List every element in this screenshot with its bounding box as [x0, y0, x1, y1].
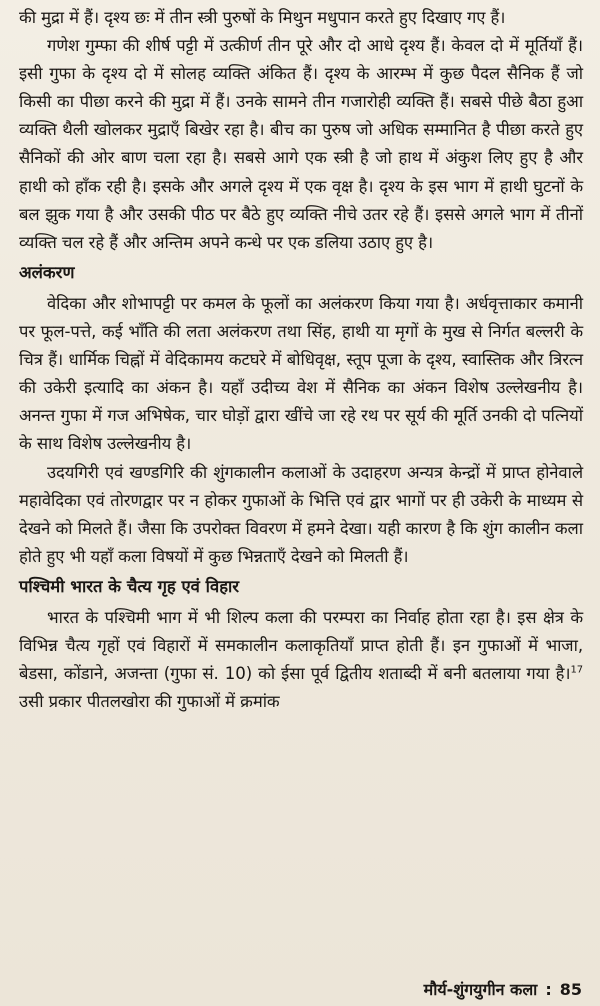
page-number: 85 [559, 980, 582, 999]
paragraph-alankaran: वेदिका और शोभापट्टी पर कमल के फूलों का अलंकरण किया गया है। अर्धवृत्ताकार कमानी पर फूल-पत्ते, कई भाँति की लता अलंकरण तथा सिंह, हाथी या मृगों के मुख से निर्गत बल्लरी के चित्र हैं। धार्मिक चिह्नों में वेदिकामय कटघरे में बोधिवृक्ष, स्तूप पूजा के दृश्य, स्वास्तिक और त्रिरत्न की उकेरी इत्यादि का अंकन है। यहाँ उदीच्य वेश में सैनिक का अंकन विशेष उल्लेखनीय है। अनन्त गुफा में गज अभिषेक, चार घोड़ों द्वारा खींचे जा रहे रथ पर सूर्य की मूर्ति उनकी दो पत्नियों के साथ विशेष उल्लेखनीय है। [19, 293, 583, 454]
paragraph-western-india [19, 604, 583, 716]
section-heading-alankaran: अलंकरण [19, 262, 75, 282]
paragraph-continued: की मुद्रा में हैं। दृश्य छः में तीन स्त्री पुरुषों के मिथुन मधुपान करते हुए दिखाए गए हैं। [19, 8, 506, 27]
page-body [19, 4, 583, 716]
section-heading-western-india: पश्चिमी भारत के चैत्य गृह एवं विहार [19, 576, 240, 596]
paragraph-text-part2: उसी प्रकार पीतलखोरा की गुफाओं में क्रमांक [19, 692, 280, 712]
running-title: मौर्य-शुंगयुगीन कला [423, 980, 538, 999]
footer-separator: : [545, 980, 552, 999]
paragraph-ganesh-gumpha: गणेश गुम्फा की शीर्ष पट्टी में उत्कीर्ण तीन पूरे और दो आधे दृश्य हैं। केवल दो में मूर्तियाँ हैं। इसी गुफा के दृश्य दो में सोलह व्यक्ति अंकित हैं। दृश्य के आरम्भ में कुछ पैदल सैनिक हैं जो किसी का पीछा करने की मुद्रा में हैं। उनके सामने तीन गजारोही व्यक्ति हैं। सबसे पीछे बैठा हुआ व्यक्ति थैली खोलकर मुद्राएँ बिखेर रहा है। बीच का पुरुष जो अधिक सम्मानित है पीछा करते हुए सैनिकों की ओर बाण चला रहा है। सबसे आगे एक स्त्री है जो हाथ में अंकुश लिए हुए है और हाथी को हाँक रही है। इसके और अगले दृश्य में एक वृक्ष है। दृश्य के इस भाग में हाथी घुटनों के बल झुक गया है और उसकी पीठ पर बैठे हुए व्यक्ति नीचे उतर रहे हैं। इससे अगले भाग में तीनों व्यक्ति चल रहे हैं और अन्तिम अपने कन्धे पर एक डलिया उठाए हुए है। [19, 36, 583, 252]
footnote-marker: 17 [570, 664, 583, 676]
paragraph-text-part1: भारत के पश्चिमी भाग में भी शिल्प कला की परम्परा का निर्वाह होता रहा है। इस क्षेत्र के विभिन्न चैत्य गृहों एवं विहारों में समकालीन कलाकृतियाँ प्राप्त होती हैं। इन गुफाओं में भाजा, बेडसा, कोंडाने, अजन्ता (गुफा सं. 10) को ईसा पूर्व द्वितीय शताब्दी में बनी बतलाया गया है। [19, 607, 583, 684]
page-footer [424, 979, 582, 1001]
paragraph-udayagiri: उदयगिरी एवं खण्डगिरि की शुंगकालीन कलाओं के उदाहरण अन्यत्र केन्द्रों में प्राप्त होनेवाले महावेदिका एवं तोरणद्वार पर न होकर गुफाओं के भित्ति एवं द्वार भागों पर ही उकेरी के माध्यम से देखने को मिलते हैं। जैसा कि उपरोक्त विवरण में हमने देखा। यही कारण है कि शुंग कालीन कला होते हुए भी यहाँ कला विषयों में कुछ भिन्नताएँ देखने को मिलती हैं। [19, 462, 583, 566]
